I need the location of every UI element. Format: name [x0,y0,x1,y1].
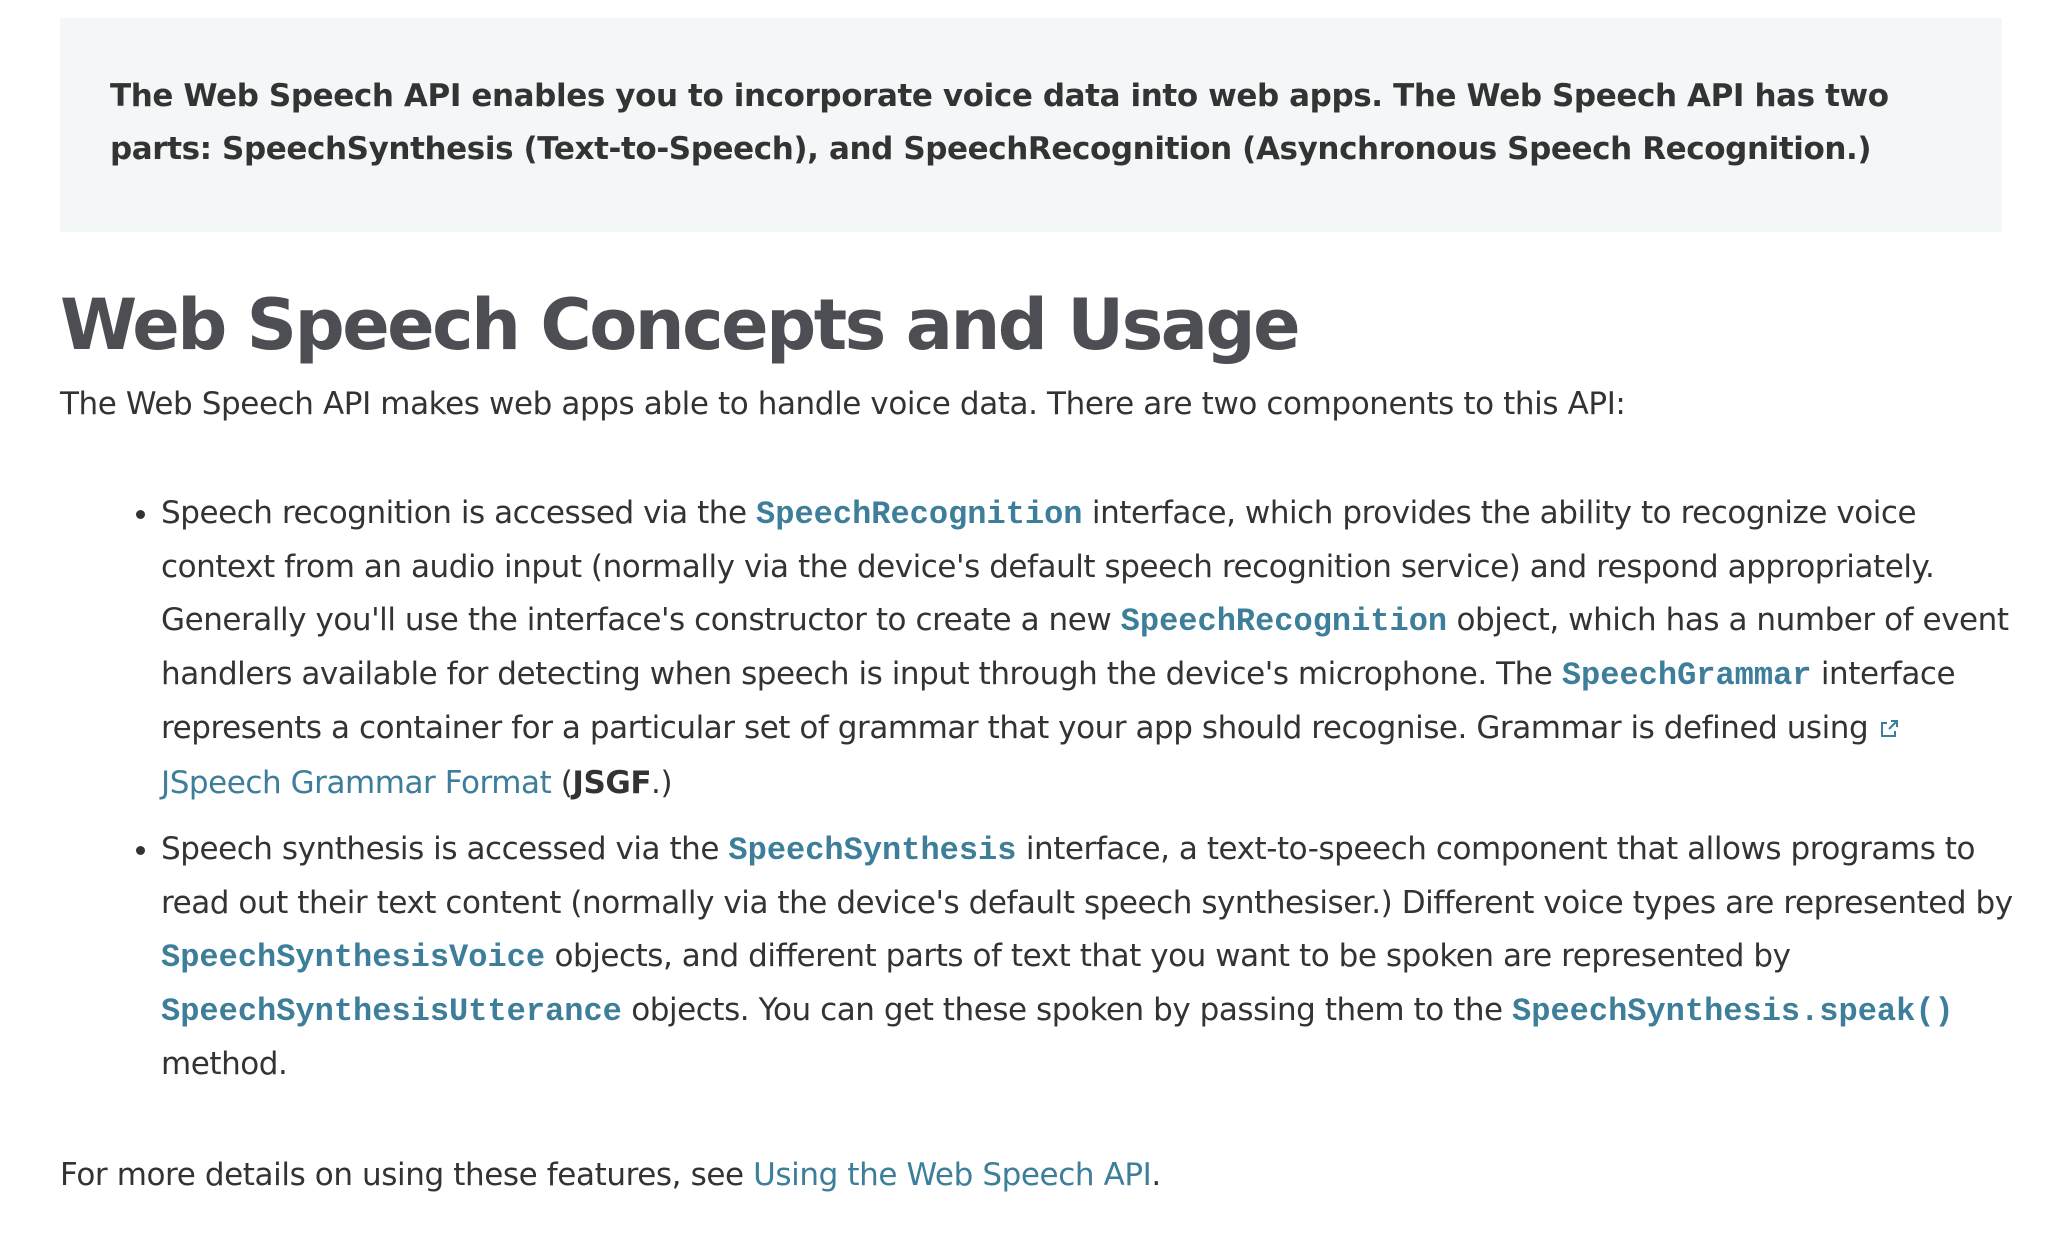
speechsynthesisutterance-link[interactable]: SpeechSynthesisUtterance [161,993,622,1030]
speechgrammar-link[interactable]: SpeechGrammar [1561,657,1812,694]
synthesis-text-3: objects, and different parts of text that you want to be spoken are represented by [545,938,1791,974]
list-item-speech-synthesis [161,823,2016,1091]
synthesis-text-5: method. [161,1046,288,1082]
recognition-text-4: interface represents a container for a particular set of grammar that your app should recognise. Grammar is defined using [161,656,1956,746]
list-item-speech-recognition [161,487,2016,810]
synthesis-text-2: interface, a text-to-speech component that allows programs to read out their text content (normally via the device's default speech synthesiser.) Different voice types are represented by [161,831,2013,921]
speechrecognition-object-link[interactable]: SpeechRecognition [1120,603,1448,640]
jsgf-abbreviation: JSGF [572,765,652,801]
outro-end: . [1151,1157,1161,1193]
recognition-text-3: object, which has a number of event handlers available for detecting when speech is input through the device's microphone. The [161,602,2009,692]
using-web-speech-api-link[interactable]: Using the Web Speech API [753,1157,1152,1193]
recognition-text-2: interface, which provides the ability to recognize voice context from an audio input (normally via the device's default speech recognition service) and respond appropriately. Generally you'll use the interface's constructor to create a new [161,495,1935,638]
speechrecognition-link[interactable]: SpeechRecognition [756,496,1083,533]
recognition-text-1: Speech recognition is accessed via the [161,495,757,531]
summary-box [60,18,2002,232]
summary-text: The Web Speech API enables you to incorporate voice data into web apps. The Web Speech API has two parts: SpeechSynthesis (Text-to-Speech), and SpeechRecognition (Asynchronous Speech Recognition.) [110,78,1889,167]
recognition-text-6: .) [651,765,673,801]
components-list [60,487,2016,1091]
speechsynthesis-speak-link[interactable]: SpeechSynthesis.speak() [1512,993,1954,1030]
speechsynthesisvoice-link[interactable]: SpeechSynthesisVoice [161,939,546,976]
speechsynthesis-link[interactable]: SpeechSynthesis [728,832,1017,869]
recognition-text-5: ( [551,765,573,801]
outro-text: For more details on using these features, see [60,1157,754,1193]
intro-paragraph: The Web Speech API makes web apps able to handle voice data. There are two components to this API: [60,386,1626,422]
outro-paragraph [60,1149,2016,1202]
external-link-icon [1878,704,1900,757]
synthesis-text-1: Speech synthesis is accessed via the [161,831,729,867]
section-heading: Web Speech Concepts and Usage [60,284,1299,366]
jsgf-external-link[interactable]: JSpeech Grammar Format [161,710,1904,801]
synthesis-text-4: objects. You can get these spoken by passing them to the [621,992,1513,1028]
